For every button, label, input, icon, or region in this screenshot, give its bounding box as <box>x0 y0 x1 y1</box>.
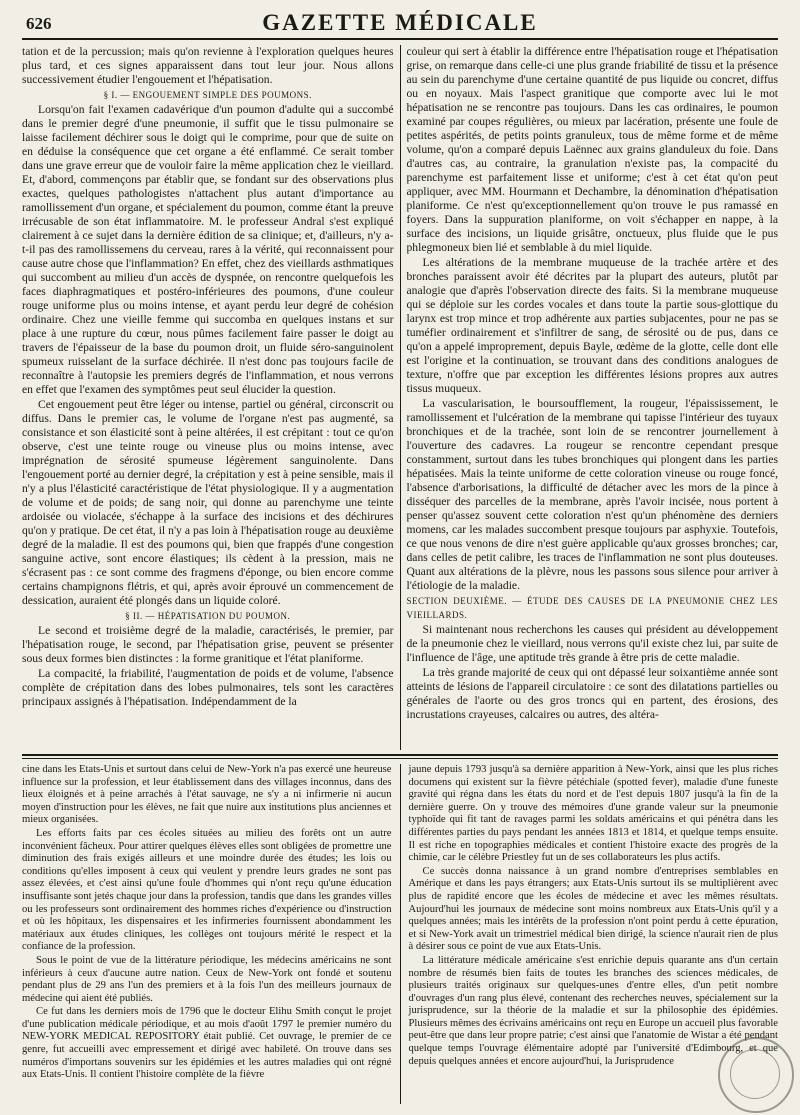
paragraph: Le second et troisième degré de la maladie, caractérisés, le premier, par l'hépatisation rouge, le second, par l'hépatisation grise, peuvent se présenter sous deux formes bien distinctes : la forme granitique et l'état planiforme. <box>22 624 394 665</box>
paragraph: Ce succès donna naissance à un grand nombre d'entreprises semblables en Amérique et dans les pays étrangers; aux Etats-Unis surtout ils se multiplièrent avec plus de rapidité encore que les écoles de médecine et avec les mêmes résultats. Aujourd'hui les journaux de médecine sont moins nombreux aux Etats-Unis qu'il y a quelques années; mais les intérêts de la profession n'ont point perdu à cette épuration, et si New-York avait un trimestriel médical bien dirigé, la science n'aurait rien de plus à désirer sous ce point de vue aux Etats-Unis. <box>408 865 778 953</box>
feuilleton-column-right <box>401 764 779 1104</box>
section-heading: § I. — ENGOUEMENT SIMPLE DES POUMONS. <box>103 90 312 100</box>
main-article <box>22 45 778 750</box>
paragraph: La littérature médicale américaine s'est enrichie depuis quarante ans d'un certain nombre de résumés bien faits de toutes les branches des sciences médicales, de plusieurs traités originaux sur quelques-unes d'entre elles, d'un petit nombre d'ouvrages d'un rang plus élevé, contenant des recherches neuves, spécialement sur la jurisprudence, sur la théorie de la maladie et sur la philosophie des épidémies. Plusieurs mêmes des écrivains américains ont reçu en Europe un accueil plus favorable peut-être que dans leur propre patrie; c'est ainsi que l'anatomie de Wistar a été pendant quelque temps l'ouvrage élémentaire adopté par l'université d'Edimbourg, et que depuis quelques années et encore aujourd'hui, la Jurisprudence <box>408 954 778 1067</box>
paragraph: Ce fut dans les derniers mois de 1796 que le docteur Elihu Smith conçut le projet d'une publication médicale périodique, et au mois d'août 1797 le premier numéro du NEW-YORK MEDICAL REPOSITORY était publié. Cet ouvrage, le premier de ce genre, fut accueilli avec empressement et dirigé avec habileté. On trouve dans ses numéros d'importans souvenirs sur les épidémies et les autres maladies qui ont régné aux Etats-Unis. Il contient l'histoire complète de la fièvre <box>22 1006 392 1081</box>
feuilleton-column-left <box>22 764 400 1104</box>
paragraph: La compacité, la friabilité, l'augmentation de poids et de volume, l'absence complète de crépitation dans des lobes pulmonaires, tels sont les caractères principaux assignés à l'hépatisation. Indépendamment de la <box>22 667 394 708</box>
library-stamp <box>718 1037 794 1113</box>
feuilleton-rule <box>22 754 778 756</box>
paragraph: jaune depuis 1793 jusqu'à sa dernière apparition à New-York, ainsi que les plus riches documens qui existent sur la fièvre pétéchiale (spotted fever), maladie d'une funeste gravité qui régna dans les états du nord et de l'est depuis 1807 jusqu'à la fin de la dernière guerre. On y trouve des mémoires d'une grande valeur sur la pneumonie typhoïde qui fit tant de ravages parmi les soldats américains et qui pénétra dans les différentes parties du pays pendant les années 1813 et 1814, et quelque temps ensuite. Il est riche en topographies médicales et contient l'histoire exacte des progrès de la chimie, car le célèbre Priestley fut un de ses collaborateurs les plus actifs. <box>408 764 778 864</box>
section-heading: § II. — HÉPATISATION DU POUMON. <box>125 611 291 621</box>
paragraph: Cet engouement peut être léger ou intense, partiel ou général, circonscrit ou diffus. Dans le premier cas, le volume de l'organe n'est pas augmenté, sa consistance et son élasticité sont à peine altérées, il est crépitant : tout ce qu'on observe, c'est une teinte rouge ou vineuse plus ou moins intense, avec imprégnation de sérosité spumeuse légèrement sanguinolente. Dans l'engouement porté au dernier degré, la crépitation y est à peine sensible, mais il n'y a plus l'élasticité caractéristique de l'état physiologique. Il y a augmentation de volume et de poids; de sang noir, qui donne au parenchyme une teinte ardoisée ou violacée, s'échappe à la surface des incisions et des déchirures qu'on y pratique. De cet état, il n'y a pas loin à l'hépatisation rouge au deuxième degré de la maladie. Il est des poumons qui, bien que frappés d'une congestion sanguine active, sont encore élastiques; ils cèdent à la pression, mais ne s'écrasent pas : ce sont comme des fragmens d'éponge, ou bien encore comme certains champignons flétris, et qui, après avoir éprouvé un commencement de dessication, auraient été plongés dans un liquide coloré. <box>22 398 394 607</box>
paragraph: Sous le point de vue de la littérature périodique, les médecins américains ne sont inférieurs à ceux d'aucune autre nation. Ceux de New-York ont fondé et soutenu pendant plus de 29 ans l'un des premiers et à la fois l'un des meilleurs journaux de médecine qui aient été publiés. <box>22 954 392 1004</box>
paragraph: couleur qui sert à établir la différence entre l'hépatisation rouge et l'hépatisation grise, on remarque dans celle-ci une plus grande friabilité de tissu et la présence au sein du parenchyme d'une certaine quantité de pus liquide ou concret, diffus ou en noyaux. Mais l'aspect granitique que comporte avec lui le mot hépatisation ne se rencontre pas toujours. Dans les cas ordinaires, le poumon examiné par coupes régulières, ou mieux par lacération, présente une foule de petites aspérités, de petits points granuleux, tous de même forme et de même volume, qu'on a comparé depuis Laënnec aux grains glanduleux du foie. Dans d'autres cas, au contraire, la granulation n'existe pas, la compacité du parenchyme est parfaitement lisse et uniforme; c'est à cet état qu'on peut appliquer, avec MM. Hourmann et Dechambre, la dénomination d'hépatisation planiforme. Ce n'est qu'exceptionnellement qu'on trouve le pus ramassé en foyers. Dans la suppuration planiforme, on voit s'échapper en nappe, à la surface des incisions, un liquide grisâtre, onctueux, plus fluide que le pus phlegmoneux bien lié et semblable à du miel liquide. <box>406 45 778 254</box>
paragraph: Les efforts faits par ces écoles situées au milieu des forêts ont un autre inconvénient fâcheux. Pour attirer quelques élèves elles sont obligées de promettre une diminution des frais exigés ailleurs et une moindre durée des études; les lois ou conditions qu'elles imposent à ceux qui veulent y prendre leurs grades ne sont pas assez élevées, et c'est ainsi qu'une foule d'hommes qui n'ont reçu qu'une éducation insuffisante sont jetés chaque jour dans la profession, tandis que dans les grandes villes ou les professeurs sont ordinairement des hommes riches d'expérience ou d'instruction et où les hôpitaux, les dispensaires et les infirmeries fournissent abondamment les matériaux aux études cliniques, les collèges ont toujours mérité le respect et la confiance de la profession. <box>22 827 392 953</box>
section-heading: SECTION DEUXIÈME. — ÉTUDE DES CAUSES DE LA PNEUMONIE CHEZ LES VIEILLARDS. <box>406 596 778 620</box>
feuilleton-rule-thin <box>22 758 778 759</box>
paragraph: La très grande majorité de ceux qui ont dépassé leur soixantième année sont atteints de lésions de l'appareil circulatoire : ce sont des dilatations partielles ou générales de l'aorte ou des gros troncs qui en partent, des érosions, des incrustations crayeuses, calcaires ou autres, des altéra- <box>406 666 778 721</box>
article-column-right <box>401 45 779 750</box>
paragraph: Les altérations de la membrane muqueuse de la trachée artère et des bronches paraissent avoir été décrites par la plupart des auteurs, plutôt par analogie que d'après l'observation directe des faits. Si la membrane muqueuse qui se déploie sur les cordes vocales et dans toute la partie sous-glottique du larynx est trop mince et trop adhérente aux parties subjacentes, pour ne pas se tuméfier ordinairement et s'infiltrer de sang, de sérosité ou de pus, dans ce qu'on a appelé improprement, depuis Bayle, œdème de la glotte, celle dont elle est l'origine et la continuation, se trouvant dans des conditions analogues de texture, n'offre que par exception les différentes lésions propres aux autres tissus muqueux. <box>406 256 778 395</box>
paragraph: Lorsqu'on fait l'examen cadavérique d'un poumon d'adulte qui a succombé dans le premier degré d'une pneumonie, il suffit que le tissu pulmonaire se laisse facilement déchirer sous le doigt qui le comprime, pour que de suite on en déduise la conséquence que cet organe a été enflammé. Ce serait tomber dans une grave erreur que de vouloir faire la même application chez le vieillard. Et, d'abord, commençons par établir que, se fondant sur des observations plus exactes, quelques pathologistes n'attachent plus autant d'importance au ramollissement d'un organe, et spécialement du poumon, comme étant la preuve irrécusable de son état inflammatoire. M. le professeur Andral s'est expliqué clairement à ce sujet dans la dernière édition de sa clinique; et, d'ailleurs, n'y a-t-il pas des ramollissemens du cerveau, rares à la vérité, qui reconnaissent pour cause autre chose que l'inflammation? En effet, chez des vieillards asthmatiques qui succombent au milieu d'un accès de dyspnée, on rencontre quelquefois les faces diaphragmatiques et postéro-inférieures des poumons, d'une couleur rouge uniforme plus ou moins intense, et ayant perdu leur degré de cohésion ordinaire. Chez une vieille femme qui succomba en quelques instans et sur place à une rupture du cœur, nous pûmes facilement faire passer le doigt au travers de l'épaisseur de la base du poumon droit, un fluide séro-sanguinolent spumeux ruisselant de la surface déchirée. Il n'est donc pas toujours facile de reconnaître à l'autopsie les premiers degrés de l'inflammation, et nous verrons en effet que l'examen des symptômes peut seul élucider la question. <box>22 103 394 396</box>
article-column-left <box>22 45 400 750</box>
feuilleton <box>22 764 778 1104</box>
paragraph: Si maintenant nous recherchons les causes qui président au développement de la pneumonie chez le vieillard, nous verrons qu'il existe chez lui, par suite de l'influence de l'âge, une aptitude très grande à être pris de cette maladie. <box>406 623 778 664</box>
page-number: 626 <box>26 14 52 33</box>
masthead <box>22 8 778 40</box>
paragraph: La vascularisation, le boursoufflement, la rougeur, l'épaississement, le ramollissement et l'ulcération de la membrane qui tapisse l'intérieur des tuyaux bronchiques et de la trachée, sont loin de se rencontrer journellement à l'ouverture des cadavres. La rougeur se rencontre cependant presque constamment, surtout dans les tubes bronchiques qui plongent dans les parties hépatisées. Mais la teinte uniforme de cette coloration vineuse ou rouge foncé, l'absence d'arborisations, la difficulté de détacher avec les mors de la pince à disséquer des parcelles de la membrane, après l'avoir incisée, nous portent à penser qu'assez souvent cette coloration n'est qu'un phénomène des derniers momens, car les malades succombent presque toujours par asphyxie. Toutefois, ce que nous venons de dire n'est guère applicable qu'aux grosses bronches; car, dans celles de petit calibre, les traces de l'inflammation ne sont plus douteuses. Quant aux altérations de la plèvre, nous les passons sous silence pour arriver à l'étiologie de la maladie. <box>406 397 778 592</box>
journal-title: GAZETTE MÉDICALE <box>262 10 538 35</box>
paragraph: cine dans les Etats-Unis et surtout dans celui de New-York n'a pas exercé une heureuse influence sur la profession, et leur établissement dans des villages inconnus, dans des lieux éloignés et à peine arrachés à l'état sauvage, ne s'y a ni infirmerie ni aucun moyen d'instruction pour les élèves, ne fait que nuire aux institutions plus anciennes et mieux organisées. <box>22 764 392 826</box>
paragraph: tation et de la percussion; mais qu'on revienne à l'exploration quelques heures plus tard, et ces signes apparaissent dans tout leur jour. Nous allons successivement étudier l'engouement et l'hépatisation. <box>22 45 394 86</box>
